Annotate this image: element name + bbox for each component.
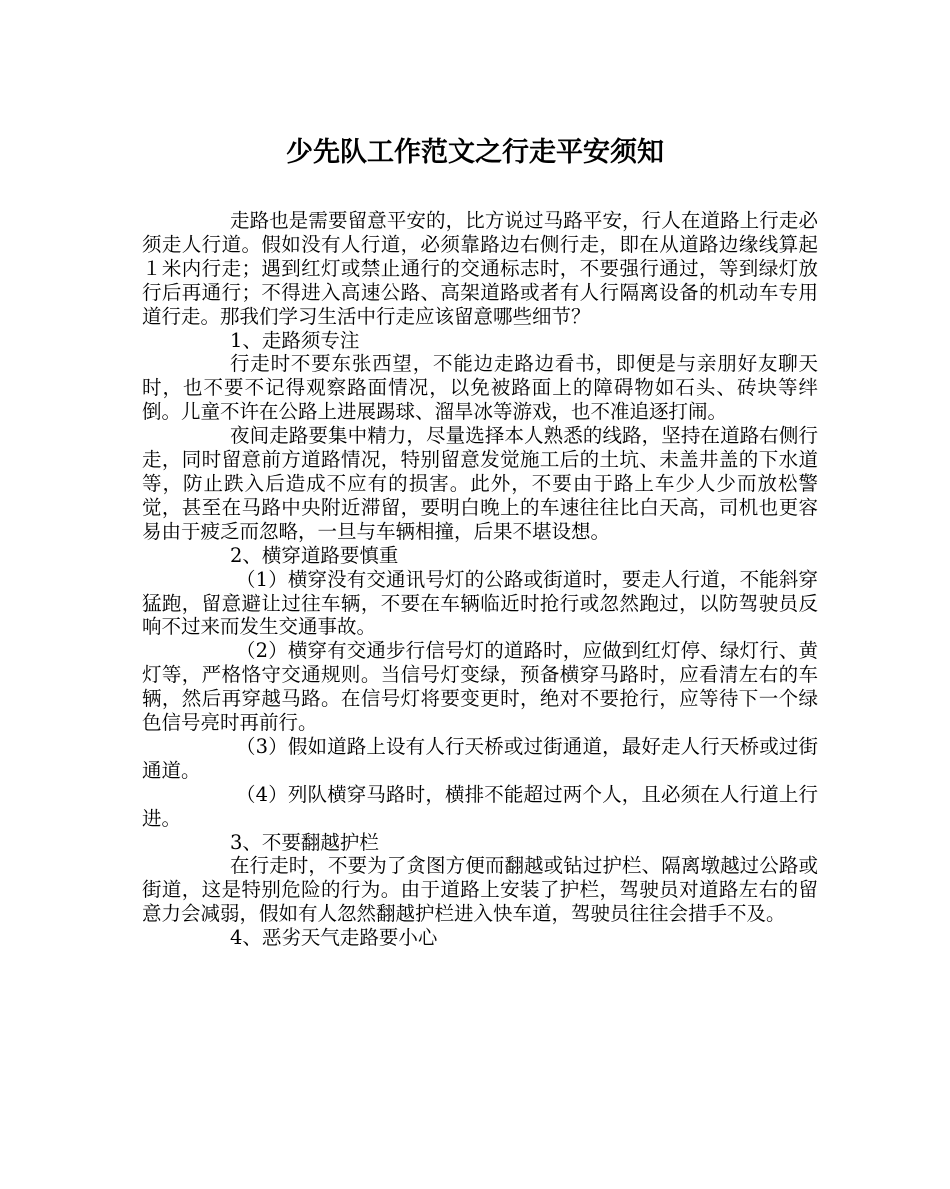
document-body — [142, 209, 818, 950]
heading-guardrail: 3、不要翻越护栏 — [230, 830, 379, 854]
paragraph-crossing-1: （1）横穿没有交通讯号灯的公路或街道时，要走人行道，不能斜穿猛跑，留意避让过往车辆，不要在车辆临近时抢行或忽然跑过，以防驾驶员反响不过来而发生交通事故。 — [142, 567, 818, 639]
heading-walk-focus: 1、走路须专注 — [230, 328, 360, 352]
paragraph-intro: 走路也是需要留意平安的，比方说过马路平安，行人在道路上行走必须走人行道。假如没有人行道，必须靠路边右侧行走，即在从道路边缘线算起１米内行走；遇到红灯或禁止通行的交通标志时，不要强行通过，等到绿灯放行后再通行；不得进入高速公路、高架道路或者有人行隔离设备的机动车专用道行走。那我们学习生活中行走应该留意哪些细节？ — [142, 209, 818, 328]
document-title: 少先队工作范文之行走平安须知 — [286, 137, 664, 168]
heading-bad-weather: 4、恶劣天气走路要小心 — [230, 926, 438, 950]
paragraph-crossing-4: （4）列队横穿马路时，横排不能超过两个人，且必须在人行道上行进。 — [142, 782, 818, 830]
heading-crossing-road: 2、横穿道路要慎重 — [230, 543, 399, 567]
paragraph-crossing-3: （3）假如道路上设有人行天桥或过街通道，最好走人行天桥或过街通道。 — [142, 734, 818, 782]
paragraph-crossing-2: （2）横穿有交通步行信号灯的道路时，应做到红灯停、绿灯行、黄灯等，严格恪守交通规则。当信号灯变绿，预备横穿马路时，应看清左右的车辆，然后再穿越马路。在信号灯将要变更时，绝对不要抢行，应等待下一个绿色信号亮时再前行。 — [142, 639, 818, 735]
paragraph-guardrail: 在行走时，不要为了贪图方便而翻越或钻过护栏、隔离墩越过公路或街道，这是特别危险的行为。由于道路上安装了护栏，驾驶员对道路左右的留意力会减弱，假如有人忽然翻越护栏进入快车道，驾驶员往往会措手不及。 — [142, 854, 818, 926]
paragraph-walk-focus: 行走时不要东张西望，不能边走路边看书，即便是与亲朋好友聊天时，也不要不记得观察路面情况，以免被路面上的障碍物如石头、砖块等绊倒。儿童不许在公路上进展踢球、溜旱冰等游戏，也不准追逐打闹。 — [142, 352, 818, 424]
paragraph-night-walking: 夜间走路要集中精力，尽量选择本人熟悉的线路，坚持在道路右侧行走，同时留意前方道路情况，特别留意发觉施工后的土坑、未盖井盖的下水道等，防止跌入后造成不应有的损害。此外，不要由于路上车少人少而放松警觉，甚至在马路中央附近滞留，要明白晚上的车速往往比白天高，司机也更容易由于疲乏而忽略，一旦与车辆相撞，后果不堪设想。 — [142, 424, 818, 543]
